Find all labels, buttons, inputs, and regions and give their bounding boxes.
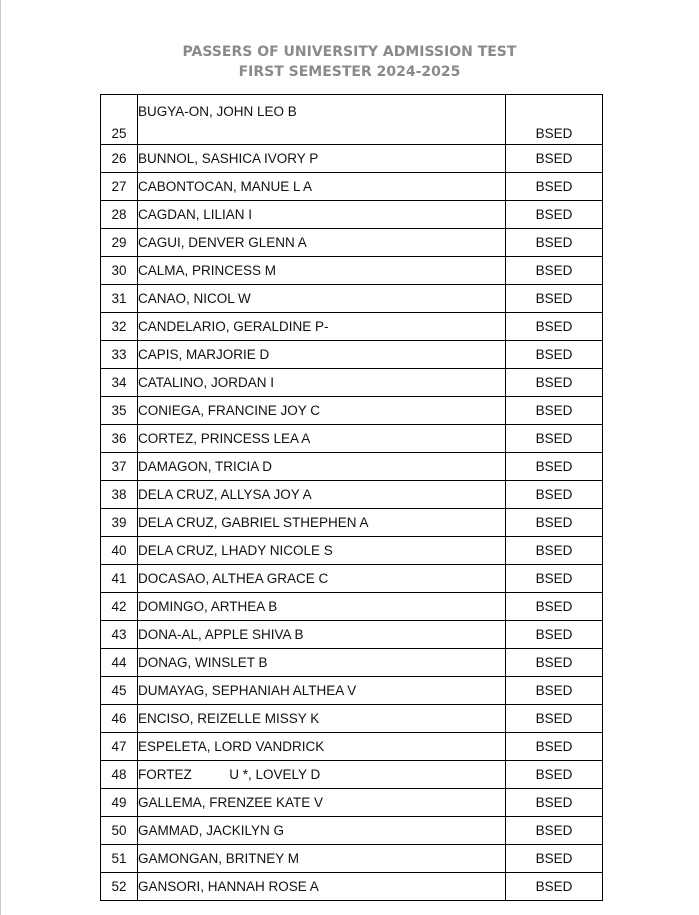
- passer-name: CORTEZ, PRINCESS LEA A: [138, 425, 506, 453]
- course-code: BSED: [506, 201, 603, 229]
- passer-name: ESPELETA, LORD VANDRICK: [138, 733, 506, 761]
- row-number: 48: [101, 761, 138, 789]
- course-code: BSED: [506, 649, 603, 677]
- row-number: 34: [101, 369, 138, 397]
- table-row: [101, 873, 603, 901]
- row-number: 28: [101, 201, 138, 229]
- row-number: 37: [101, 453, 138, 481]
- passer-name: DELA CRUZ, GABRIEL STHEPHEN A: [138, 509, 506, 537]
- row-number: 47: [101, 733, 138, 761]
- table-row: [101, 733, 603, 761]
- course-code: BSED: [506, 425, 603, 453]
- table-row: [101, 481, 603, 509]
- course-code: BSED: [506, 453, 603, 481]
- table-row: [101, 593, 603, 621]
- passer-name: ENCISO, REIZELLE MISSY K: [138, 705, 506, 733]
- row-number: 40: [101, 537, 138, 565]
- table-row: [101, 453, 603, 481]
- table-row: [101, 369, 603, 397]
- table-row: [101, 95, 603, 145]
- passer-name: CALMA, PRINCESS M: [138, 257, 506, 285]
- course-code: BSED: [506, 873, 603, 901]
- table-row: [101, 201, 603, 229]
- passer-name: DONA-AL, APPLE SHIVA B: [138, 621, 506, 649]
- passer-name: DONAG, WINSLET B: [138, 649, 506, 677]
- passer-name: CANDELARIO, GERALDINE P-: [138, 313, 506, 341]
- passer-name: GAMONGAN, BRITNEY M: [138, 845, 506, 873]
- row-number: 44: [101, 649, 138, 677]
- passer-name: DAMAGON, TRICIA D: [138, 453, 506, 481]
- table-row: [101, 173, 603, 201]
- document-heading: [0, 42, 699, 82]
- passer-name: FORTEZ U *, LOVELY D: [138, 761, 506, 789]
- row-number: 33: [101, 341, 138, 369]
- page-edge: [0, 0, 1, 915]
- heading-line-1: PASSERS OF UNIVERSITY ADMISSION TEST: [182, 44, 517, 60]
- passers-table-body: [101, 95, 603, 901]
- passer-name: GALLEMA, FRENZEE KATE V: [138, 789, 506, 817]
- passer-name: BUNNOL, SASHICA IVORY P: [138, 145, 506, 173]
- course-code: BSED: [506, 145, 603, 173]
- passer-name: CAGDAN, LILIAN I: [138, 201, 506, 229]
- row-number: 27: [101, 173, 138, 201]
- table-row: [101, 397, 603, 425]
- course-code: BSED: [506, 761, 603, 789]
- table-row: [101, 705, 603, 733]
- table-row: [101, 817, 603, 845]
- passer-name: CANAO, NICOL W: [138, 285, 506, 313]
- course-code: BSED: [506, 341, 603, 369]
- row-number: 42: [101, 593, 138, 621]
- course-code: BSED: [506, 817, 603, 845]
- course-code: BSED: [506, 257, 603, 285]
- passer-name: CABONTOCAN, MANUE L A: [138, 173, 506, 201]
- course-code: BSED: [506, 397, 603, 425]
- passer-name: DELA CRUZ, ALLYSA JOY A: [138, 481, 506, 509]
- table-row: [101, 509, 603, 537]
- passer-name: DELA CRUZ, LHADY NICOLE S: [138, 537, 506, 565]
- row-number: 45: [101, 677, 138, 705]
- passer-name: GAMMAD, JACKILYN G: [138, 817, 506, 845]
- table-row: [101, 649, 603, 677]
- row-number: 26: [101, 145, 138, 173]
- passer-name: DUMAYAG, SEPHANIAH ALTHEA V: [138, 677, 506, 705]
- table-row: [101, 621, 603, 649]
- passer-name: CAGUI, DENVER GLENN A: [138, 229, 506, 257]
- course-code: BSED: [506, 173, 603, 201]
- table-row: [101, 229, 603, 257]
- course-code: BSED: [506, 229, 603, 257]
- passer-name: CONIEGA, FRANCINE JOY C: [138, 397, 506, 425]
- row-number: 51: [101, 845, 138, 873]
- passer-name: DOCASAO, ALTHEA GRACE C: [138, 565, 506, 593]
- heading-line-2: FIRST SEMESTER 2024-2025: [238, 64, 461, 80]
- row-number: 25: [101, 95, 138, 145]
- course-code: BSED: [506, 593, 603, 621]
- row-number: 35: [101, 397, 138, 425]
- course-code: BSED: [506, 677, 603, 705]
- passer-name: DOMINGO, ARTHEA B: [138, 593, 506, 621]
- course-code: BSED: [506, 705, 603, 733]
- course-code: BSED: [506, 565, 603, 593]
- table-row: [101, 145, 603, 173]
- passer-name: GANSORI, HANNAH ROSE A: [138, 873, 506, 901]
- row-number: 46: [101, 705, 138, 733]
- row-number: 49: [101, 789, 138, 817]
- passer-name: CATALINO, JORDAN I: [138, 369, 506, 397]
- course-code: BSED: [506, 481, 603, 509]
- table-row: [101, 257, 603, 285]
- course-code: BSED: [506, 845, 603, 873]
- course-code: BSED: [506, 733, 603, 761]
- course-code: BSED: [506, 789, 603, 817]
- row-number: 29: [101, 229, 138, 257]
- row-number: 36: [101, 425, 138, 453]
- passers-table: [100, 94, 603, 901]
- row-number: 38: [101, 481, 138, 509]
- row-number: 41: [101, 565, 138, 593]
- course-code: BSED: [506, 537, 603, 565]
- course-code: BSED: [506, 509, 603, 537]
- row-number: 50: [101, 817, 138, 845]
- row-number: 31: [101, 285, 138, 313]
- course-code: BSED: [506, 285, 603, 313]
- row-number: 39: [101, 509, 138, 537]
- table-row: [101, 341, 603, 369]
- course-code: BSED: [506, 369, 603, 397]
- row-number: 43: [101, 621, 138, 649]
- table-row: [101, 761, 603, 789]
- passer-name: CAPIS, MARJORIE D: [138, 341, 506, 369]
- table-row: [101, 845, 603, 873]
- course-code: BSED: [506, 621, 603, 649]
- row-number: 52: [101, 873, 138, 901]
- passer-name: BUGYA-ON, JOHN LEO B: [138, 95, 506, 145]
- row-number: 32: [101, 313, 138, 341]
- table-row: [101, 677, 603, 705]
- table-row: [101, 537, 603, 565]
- row-number: 30: [101, 257, 138, 285]
- course-code: BSED: [506, 95, 603, 145]
- table-row: [101, 789, 603, 817]
- course-code: BSED: [506, 313, 603, 341]
- table-row: [101, 285, 603, 313]
- table-row: [101, 565, 603, 593]
- table-row: [101, 425, 603, 453]
- table-row: [101, 313, 603, 341]
